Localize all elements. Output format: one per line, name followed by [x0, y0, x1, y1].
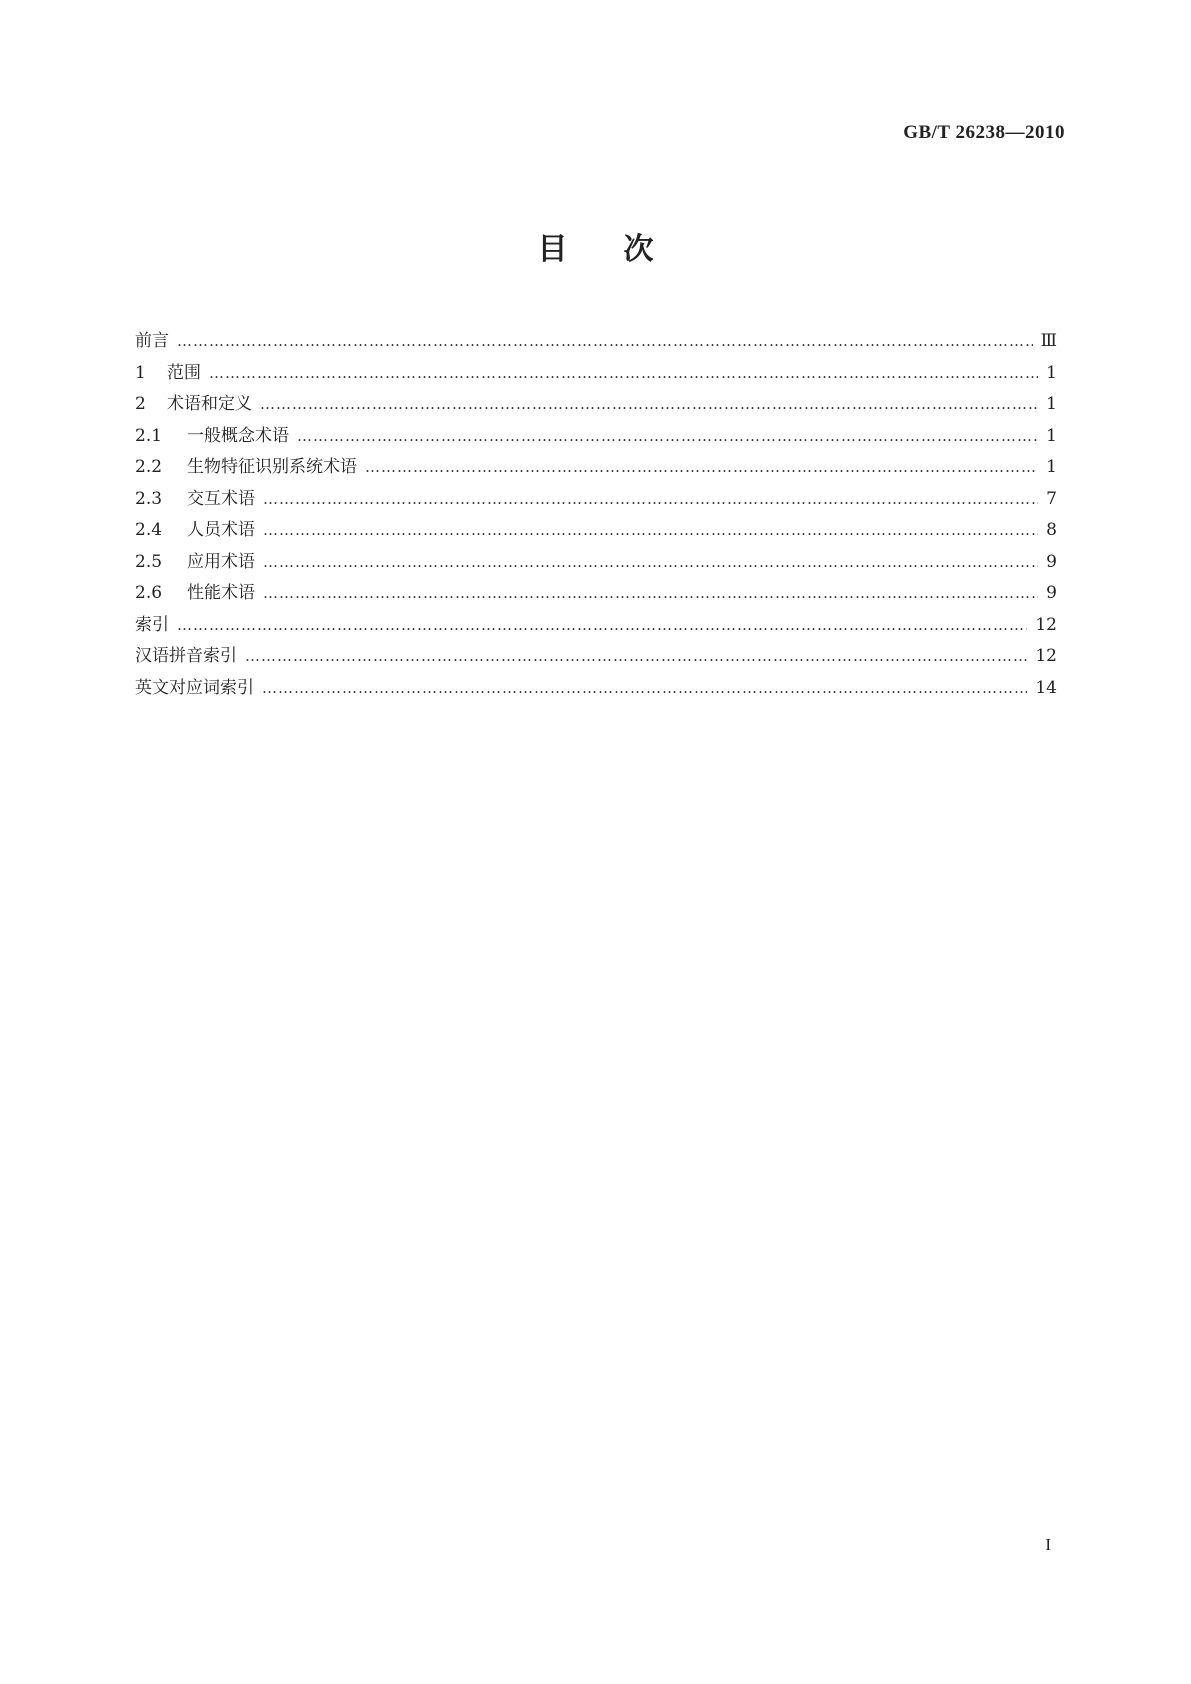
toc-leader-dots	[262, 679, 1027, 697]
toc-entry-label: 性能术语	[187, 583, 255, 603]
toc-entry-page: 9	[1046, 551, 1057, 572]
toc-entry-page: Ⅲ	[1040, 331, 1057, 351]
toc-entry-terms-definitions[interactable]	[135, 389, 1057, 421]
toc-entry-number: 2.1	[135, 425, 163, 446]
toc-entry-page: 1	[1046, 425, 1057, 446]
title-char-1: 目	[537, 232, 568, 267]
toc-entry-performance-terms[interactable]	[135, 578, 1057, 610]
toc-entry-number: 1	[135, 362, 146, 383]
standard-code: GB/T 26238—2010	[903, 122, 1065, 143]
toc-entry-personnel-terms[interactable]	[135, 515, 1057, 547]
toc-entry-page: 9	[1046, 583, 1057, 603]
toc-entry-page: 1	[1046, 362, 1057, 383]
toc-entry-number: 2.3	[135, 488, 163, 509]
title-char-2: 次	[623, 232, 654, 267]
toc-entry-label: 汉语拼音索引	[135, 646, 237, 666]
toc-leader-dots	[263, 490, 1038, 508]
toc-entry-interaction-terms[interactable]	[135, 484, 1057, 516]
toc-entry-label: 索引	[135, 614, 169, 635]
toc-entry-page: 8	[1046, 520, 1057, 540]
toc-entry-application-terms[interactable]	[135, 547, 1057, 579]
toc-entry-label: 前言	[135, 331, 169, 351]
toc-entry-general-terms[interactable]	[135, 421, 1057, 453]
page-number: I	[1045, 1535, 1051, 1554]
toc-leader-dots	[177, 332, 1033, 350]
toc-leader-dots	[297, 427, 1038, 445]
toc-leader-dots	[260, 395, 1038, 413]
toc-entry-label: 一般概念术语	[187, 425, 289, 446]
toc-entry-label: 生物特征识别系统术语	[187, 457, 357, 477]
toc-entry-page: 14	[1035, 677, 1057, 698]
toc-entry-label: 术语和定义	[167, 394, 252, 414]
page-title	[0, 224, 1191, 268]
toc-leader-dots	[263, 584, 1038, 602]
toc-entry-number: 2.4	[135, 520, 163, 540]
toc-leader-dots	[365, 458, 1038, 476]
toc-entry-number: 2	[135, 394, 146, 414]
toc-entry-biometric-system-terms[interactable]	[135, 452, 1057, 484]
toc-entry-page: 1	[1046, 394, 1057, 414]
toc-entry-number: 2.6	[135, 583, 163, 603]
toc-leader-dots	[209, 364, 1038, 382]
toc-entry-number: 2.5	[135, 551, 163, 572]
toc-leader-dots	[263, 553, 1038, 571]
table-of-contents	[135, 326, 1057, 704]
toc-entry-label: 人员术语	[187, 520, 255, 540]
toc-entry-english-index[interactable]	[135, 673, 1057, 705]
toc-leader-dots	[177, 616, 1027, 634]
toc-leader-dots	[263, 521, 1038, 539]
toc-entry-number: 2.2	[135, 457, 163, 477]
toc-entry-index[interactable]	[135, 610, 1057, 642]
toc-entry-page: 12	[1035, 614, 1057, 635]
toc-entry-foreword[interactable]	[135, 326, 1057, 358]
toc-entry-page: 7	[1046, 488, 1057, 509]
toc-entry-label: 英文对应词索引	[135, 677, 254, 698]
toc-entry-label: 应用术语	[187, 551, 255, 572]
toc-entry-scope[interactable]	[135, 358, 1057, 390]
toc-entry-label: 交互术语	[187, 488, 255, 509]
toc-entry-page: 1	[1046, 457, 1057, 477]
toc-leader-dots	[245, 647, 1027, 665]
toc-entry-label: 范围	[167, 362, 201, 383]
toc-entry-page: 12	[1035, 646, 1057, 666]
toc-entry-pinyin-index[interactable]	[135, 641, 1057, 673]
